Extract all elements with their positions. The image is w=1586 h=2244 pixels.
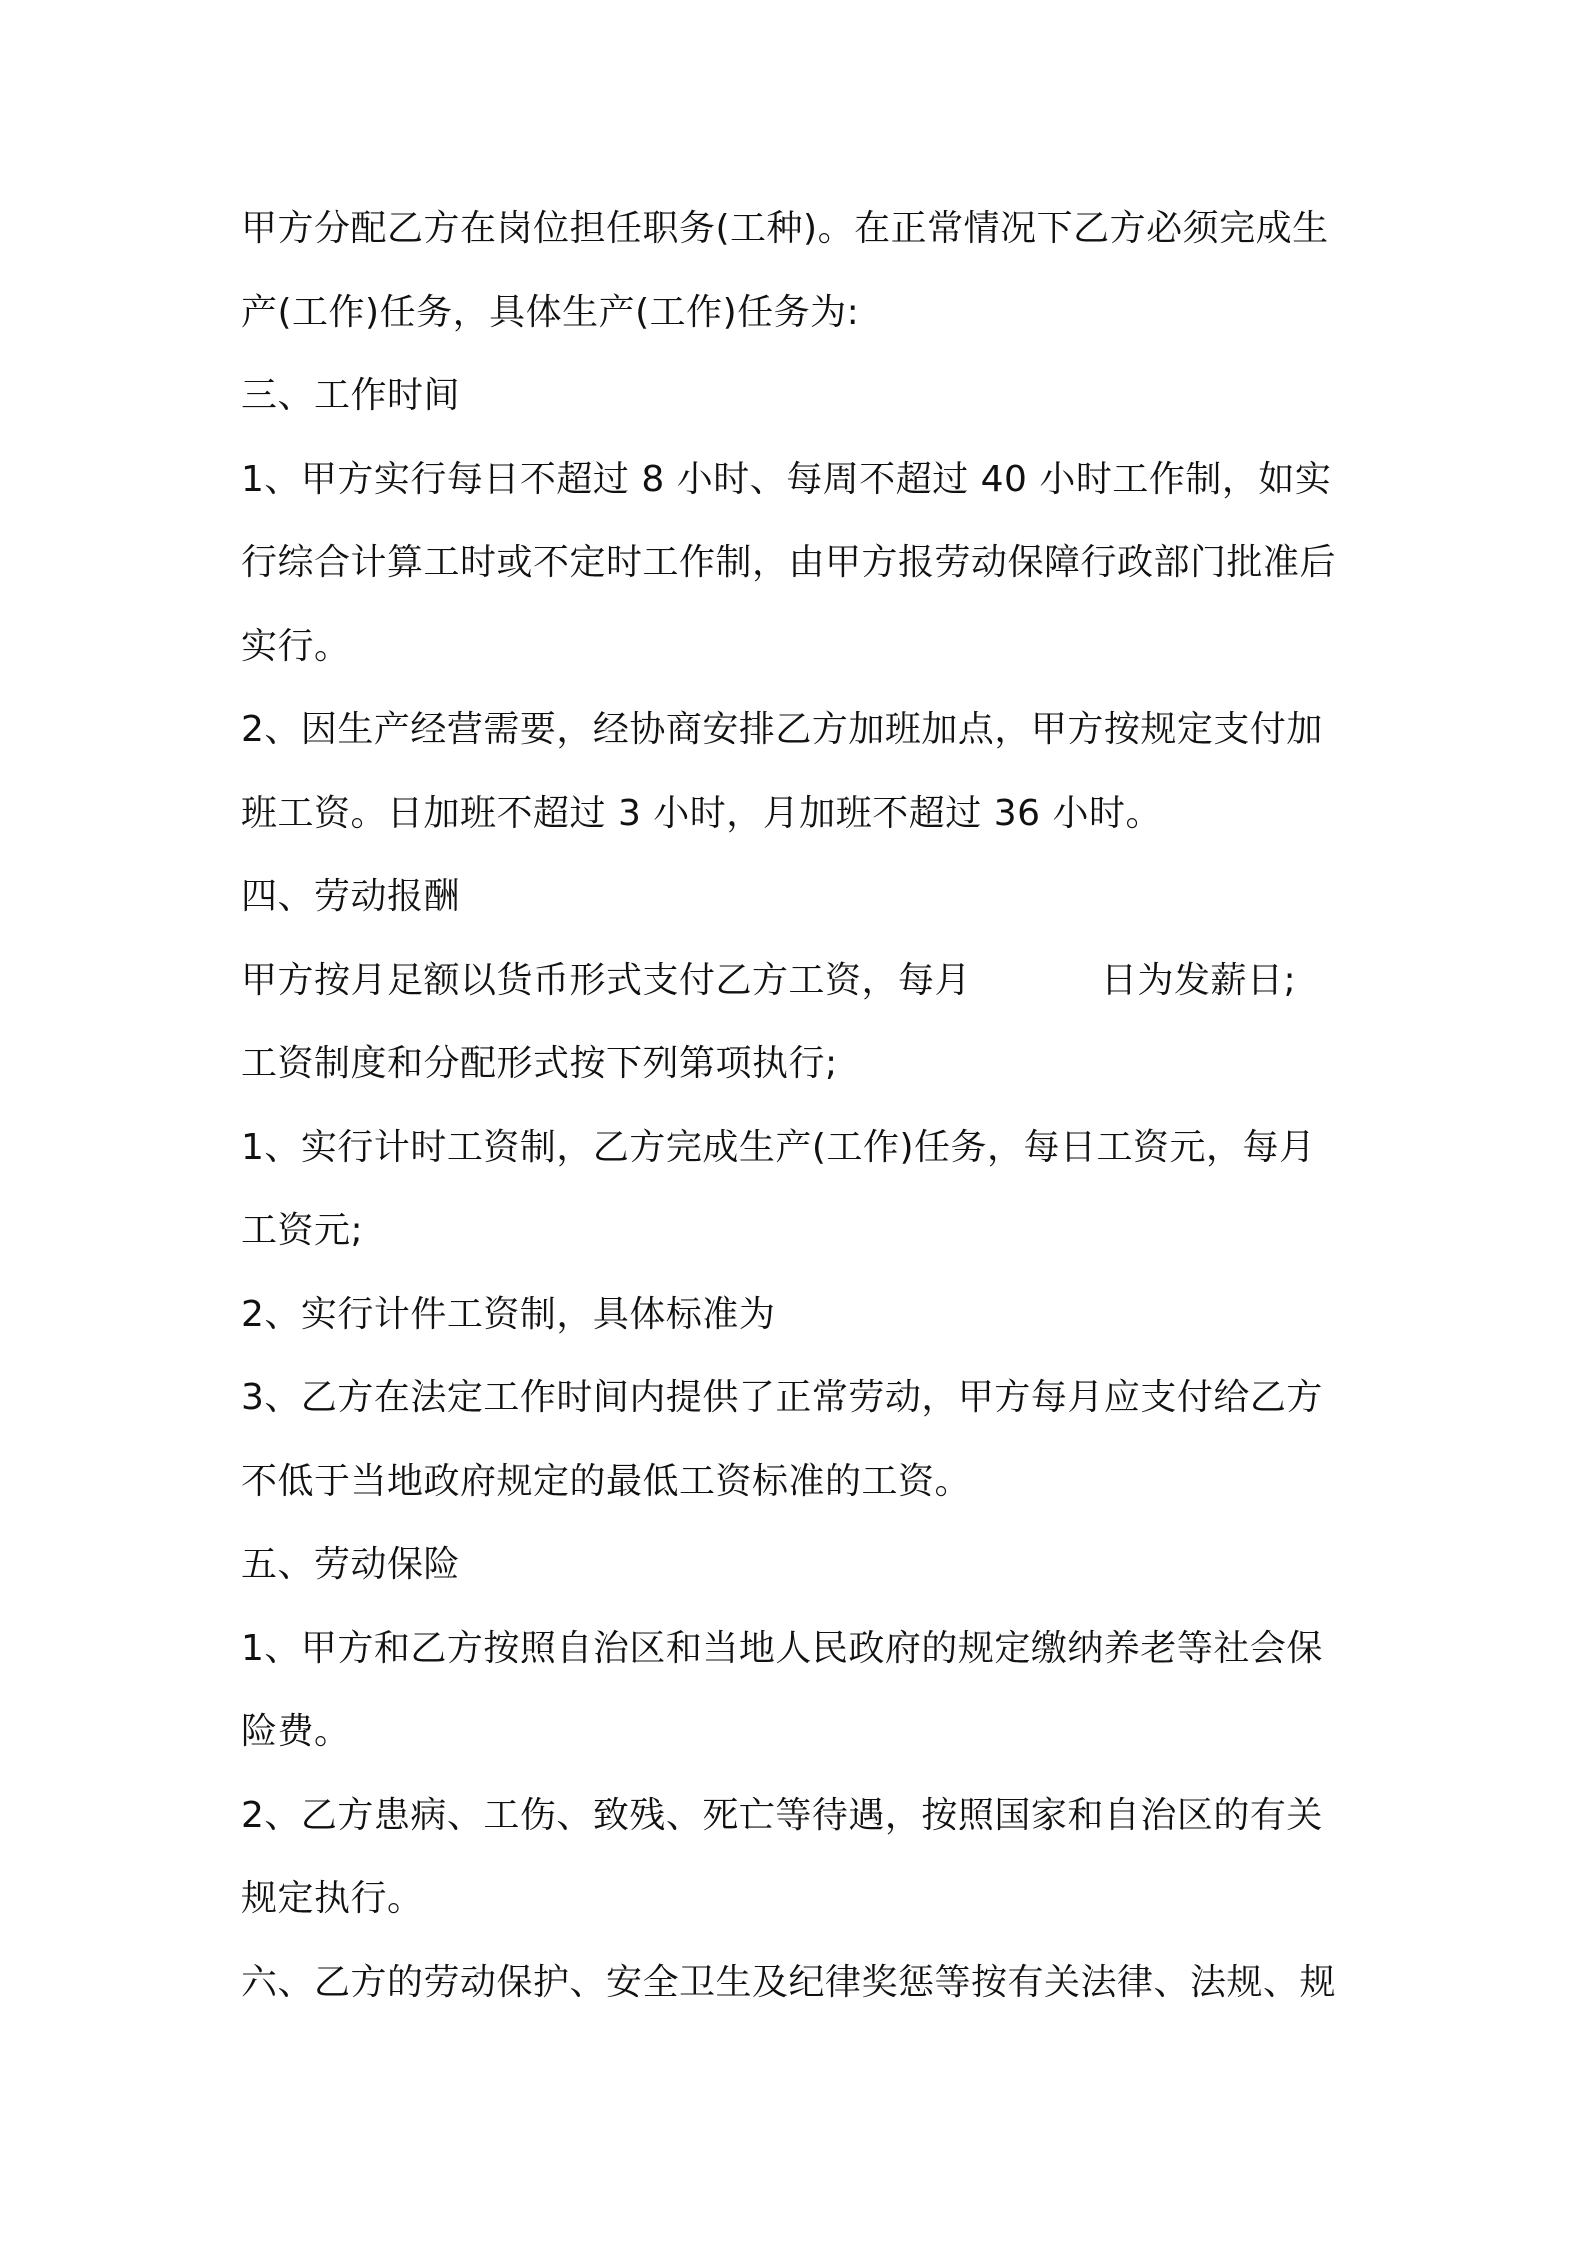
text-line: 1、实行计时工资制，乙方完成生产(工作)任务，每日工资元，每月 xyxy=(241,1127,1316,1168)
text-line: 工资制度和分配形式按下列第项执行; xyxy=(241,1043,838,1084)
text-line: 规定执行。 xyxy=(241,1878,424,1919)
text-line: 甲方分配乙方在岗位担任职务(工种)。在正常情况下乙方必须完成生 xyxy=(241,208,1329,249)
text-line: 不低于当地政府规定的最低工资标准的工资。 xyxy=(241,1461,972,1502)
text-line: 2、实行计件工资制，具体标准为 xyxy=(241,1294,776,1335)
payday-line xyxy=(241,958,1296,1004)
section-heading: 四、劳动报酬 xyxy=(241,876,461,917)
text-line: 实行。 xyxy=(241,626,351,667)
text-line: 工资元; xyxy=(241,1210,364,1251)
section-heading: 六、乙方的劳动保护、安全卫生及纪律奖惩等按有关法律、法规、规 xyxy=(241,1962,1337,2003)
text-line: 险费。 xyxy=(241,1711,351,1752)
payday-text-before: 甲方按月足额以货币形式支付乙方工资，每月 xyxy=(241,960,972,1001)
text-line: 行综合计算工时或不定时工作制，由甲方报劳动保障行政部门批准后 xyxy=(241,542,1337,583)
text-line: 2、乙方患病、工伤、致残、死亡等待遇，按照国家和自治区的有关 xyxy=(241,1795,1323,1836)
text-line: 2、因生产经营需要，经协商安排乙方加班加点，甲方按规定支付加 xyxy=(241,709,1323,750)
text-line: 班工资。日加班不超过 3 小时，月加班不超过 36 小时。 xyxy=(241,793,1162,834)
text-line: 产(工作)任务，具体生产(工作)任务为: xyxy=(241,292,860,333)
text-line: 3、乙方在法定工作时间内提供了正常劳动，甲方每月应支付给乙方 xyxy=(241,1377,1323,1418)
section-heading: 五、劳动保险 xyxy=(241,1544,461,1585)
section-heading: 三、工作时间 xyxy=(241,375,461,416)
text-line: 1、甲方和乙方按照自治区和当地人民政府的规定缴纳养老等社会保 xyxy=(241,1628,1323,1669)
text-line: 1、甲方实行每日不超过 8 小时、每周不超过 40 小时工作制，如实 xyxy=(241,459,1332,500)
payday-text-after: 日为发薪日; xyxy=(1101,960,1297,1001)
